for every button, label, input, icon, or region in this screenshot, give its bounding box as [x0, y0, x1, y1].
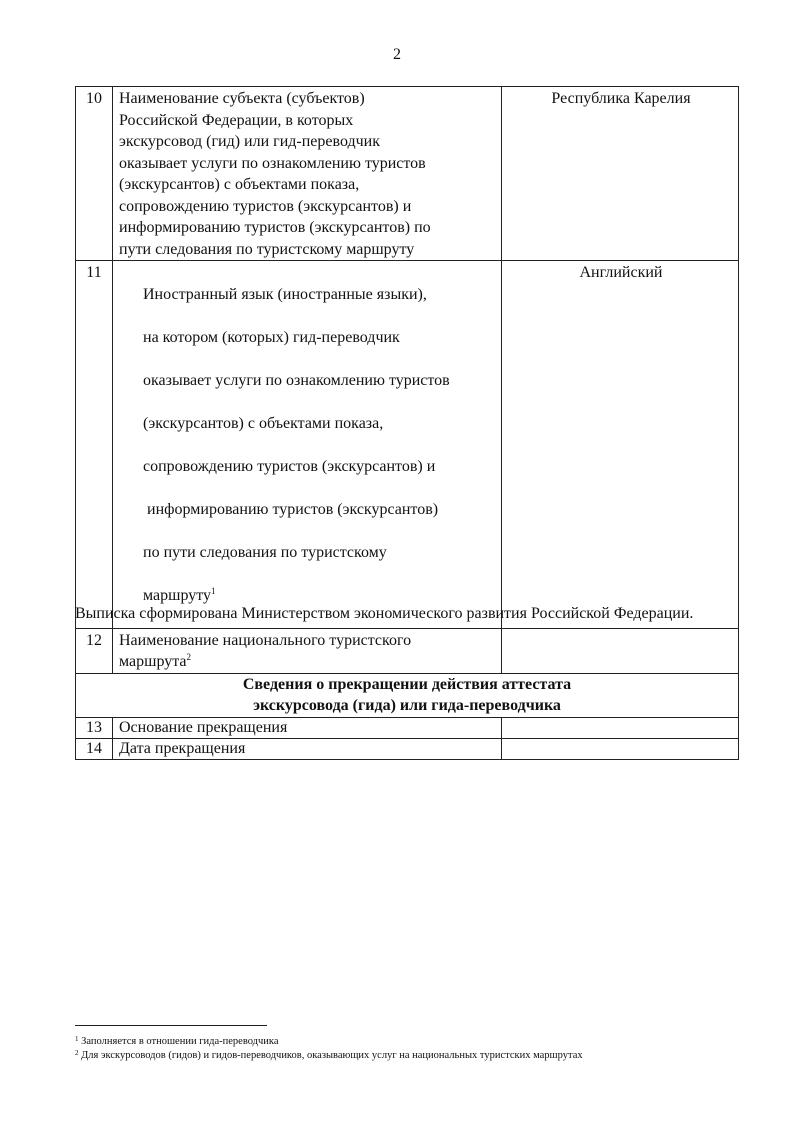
row-number: 14: [76, 738, 113, 759]
label-line: Российской Федерации, в которых: [119, 111, 354, 129]
section-title-line: экскурсовода (гида) или гида-переводчика: [253, 697, 561, 714]
row-value: Республика Карелия: [502, 87, 739, 261]
label-line: оказывает услуги по ознакомлению туристов: [143, 371, 450, 389]
row-value: [502, 738, 739, 759]
extract-note: Выписка сформирована Министерством экономического развития Российской Федерации.: [75, 605, 694, 622]
label-line: Наименование субъекта (субъектов): [119, 90, 365, 107]
label-line: оказывает услуги по ознакомлению туристов: [119, 154, 426, 172]
row-value: [502, 717, 739, 738]
table-row: [76, 261, 739, 629]
row-number: 12: [76, 628, 113, 673]
label-line: пути следования по туристскому маршруту: [119, 240, 415, 258]
row-value: Английский: [502, 261, 739, 629]
footnote-mark: 1: [211, 585, 216, 596]
label-line: Наименование национального туристского: [119, 631, 412, 649]
footnote: [75, 1049, 775, 1063]
label-line: маршруту: [143, 586, 212, 604]
table-row: [76, 628, 739, 673]
label-line: Иностранный язык (иностранные языки),: [143, 285, 427, 303]
row-number: 11: [76, 261, 113, 629]
label-line: экскурсовод (гид) или гид-переводчик: [119, 133, 381, 150]
row-label: [113, 628, 502, 673]
table-row: [76, 738, 739, 759]
label-line: маршрута: [119, 653, 187, 670]
attestation-table: [75, 86, 739, 760]
label-line: информированию туристов (экскурсантов) по: [119, 219, 431, 236]
footnotes: [75, 1035, 775, 1063]
label-line: на котором (которых) гид-переводчик: [143, 328, 400, 346]
row-label: [113, 87, 502, 261]
row-label: Основание прекращения: [113, 717, 502, 738]
label-line: (экскурсантов) с объектами показа,: [143, 414, 384, 432]
footnote-text: Заполняется в отношении гида-переводчика: [81, 1036, 279, 1047]
label-line: сопровождению туристов (экскурсантов) и: [119, 197, 412, 215]
page-number: 2: [393, 46, 401, 63]
table-row: [76, 717, 739, 738]
label-line: информированию туристов (экскурсантов): [143, 500, 439, 518]
footnote-text: Для экскурсоводов (гидов) и гидов-переводчиков, оказывающих услуг на национальных туристских маршрутах: [81, 1050, 583, 1061]
row-value: [502, 628, 739, 673]
section-title: [76, 673, 739, 717]
footnote-divider: [75, 1025, 267, 1026]
row-label: [113, 261, 502, 629]
section-header-row: [76, 673, 739, 717]
row-number: 10: [76, 87, 113, 261]
section-title-line: Сведения о прекращении действия аттестата: [242, 675, 572, 693]
label-line: (экскурсантов) с объектами показа,: [119, 176, 360, 193]
footnote-number: 1: [75, 1035, 79, 1043]
row-number: 13: [76, 717, 113, 738]
footnote-mark: 2: [186, 652, 192, 662]
footnote-number: 2: [75, 1049, 79, 1057]
label-line: сопровождению туристов (экскурсантов) и: [143, 457, 436, 475]
footnote: [75, 1035, 775, 1049]
label-line: по пути следования по туристскому: [143, 543, 387, 561]
row-label: Дата прекращения: [113, 738, 502, 759]
table-row: [76, 87, 739, 261]
